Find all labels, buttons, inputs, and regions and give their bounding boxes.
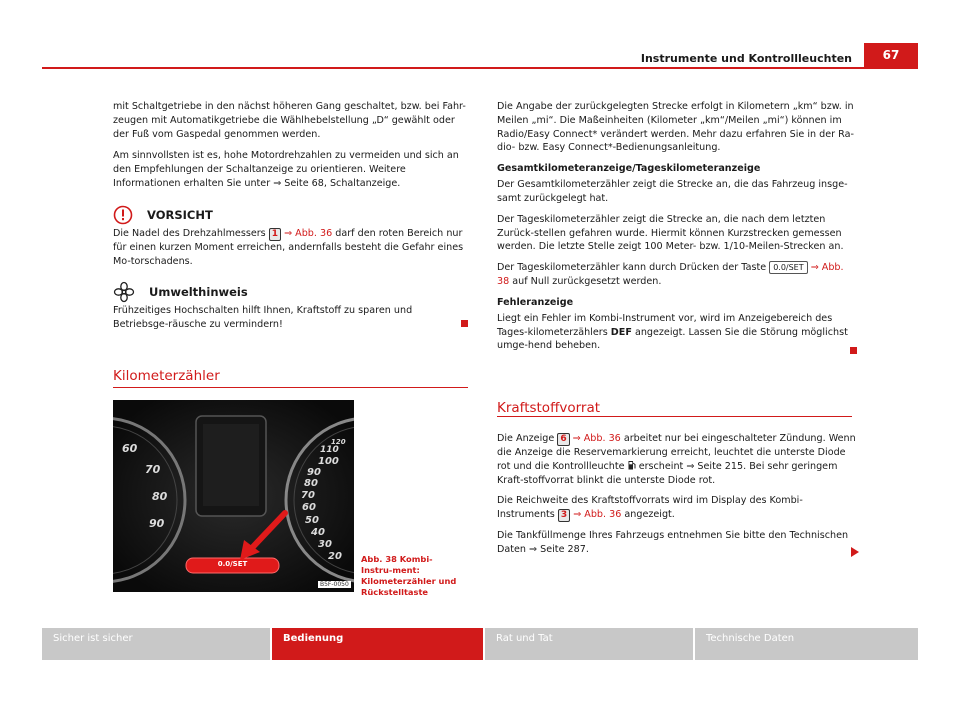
fuel-link-abb36-2[interactable]: ⇒ Abb. 36 [573, 509, 622, 521]
left-para-1: mit Schaltgetriebe in den nächst höheren Gang geschaltet, bzw. bei Fahr-zeugen mit Automatikgetriebe die Wählhebelstellung „D“ gewählt oder der Fuß vom Gaspedal genommen werden. [113, 101, 466, 140]
right-para-4: Der Tageskilometerzähler kann durch Drücken der Taste 0.0/SET ⇒ Abb. 38 auf Null zurückgesetzt werden. [497, 262, 844, 287]
page-number: 67 [864, 43, 918, 68]
right-gauge-label-110: 110 [320, 445, 339, 455]
section-rule-left [113, 387, 468, 388]
right-gauge-label-40: 40 [311, 527, 325, 538]
heading-fehleranzeige: Fehleranzeige [497, 296, 574, 308]
right-gauge-label-20: 20 [328, 551, 342, 562]
heading-gesamtkilometer: Gesamtkilometeranzeige/Tageskilometeranzeige [497, 163, 761, 175]
right-para-1: Die Angabe der zurückgelegten Strecke erfolgt in Kilometern „km“ bzw. in Meilen „mi“. Die Maßeinheiten (Kilometer „km“/Meilen „mi“) können im Radio/Easy Connect* verändert werden. Mehr dazu erfahren Sie in der Ra-dio- bzw. Easy Connect*-Bedienungsanleitung. [497, 101, 854, 154]
footer-tab-rat-und-tat[interactable]: Rat und Tat [485, 628, 693, 660]
fuel-link-abb36[interactable]: ⇒ Abb. 36 [572, 433, 621, 444]
right-para-5: Liegt ein Fehler im Kombi-Instrument vor, wird im Anzeigebereich des Tages-kilometerzählers DEF angezeigt. Lassen Sie die Störung möglichst umge-hend beheben. [497, 312, 848, 352]
right-gauge-label-100: 100 [318, 456, 339, 467]
figure-code: B5F-0050 [320, 581, 349, 588]
ref-number-3: 3 [558, 509, 570, 522]
caution-text: Die Nadel des Drehzahlmessers 1 ⇒ Abb. 36 darf den roten Bereich nur für einen kurzen Moment erreichen, andernfalls besteht die Gefahr eines Mo-torschadens. [113, 228, 464, 267]
fuel-para-2: Die Reichweite des Kraftstoffvorrats wird im Display des Kombi-Instruments 3 ⇒ Abb. 36 angezeigt. [497, 495, 803, 521]
figure-caption: Abb. 38 Kombi-Instru-ment: Kilometerzähler und Rückstelltaste [361, 554, 457, 597]
left-gauge-label-80: 80 [152, 490, 168, 503]
left-gauge-label-70: 70 [145, 463, 161, 476]
right-link-abb38[interactable]: ⇒ Abb. 38 [497, 262, 844, 287]
fuel-para-1: Die Anzeige 6 ⇒ Abb. 36 arbeitet nur bei eingeschalteter Zündung. Wenn die Anzeige die Reservemarkierung erreicht, leuchtet die unterste Diode rot und die Kontrollleuchte erscheint ⇒ Seite 215. Bei sehr geringem Kraft-stoffvorrat blinkt die unterste Diode rot. [497, 433, 856, 486]
environment-text: Frühzeitiges Hochschalten hilft Ihnen, Kraftstoff zu sparen und Betriebsge-räusche zu vermindern! [113, 305, 413, 330]
right-para-2: Der Gesamtkilometerzähler zeigt die Strecke an, die das Fahrzeug insge-samt zurückgelegt hat. [497, 179, 848, 204]
section-title-kilometerzaehler: Kilometerzähler [113, 368, 220, 384]
right-para-3: Der Tageskilometerzähler zeigt die Strecke an, die nach dem letzten Zurück-stellen gefahren wurde. Hiermit können Kurzstrecken gemessen werden. Die letzte Stelle zeigt 100 Meter- bzw. 1/10-Meilen-Strecken an. [497, 213, 844, 253]
reset-key-label: 0.0/SET [769, 261, 807, 274]
right-gauge-label-50: 50 [305, 515, 319, 526]
left-para-2: Am sinnvollsten ist es, hohe Motordrehzahlen zu vermeiden und sich an den Empfehlungen der Schaltanzeige zu orientieren. Weitere Informationen erhalten Sie unter ⇒ Seite 68, Schaltanzeige. [113, 150, 459, 189]
caution-block [113, 203, 468, 269]
right-gauge-label-70: 70 [301, 490, 315, 501]
right-column [497, 100, 857, 353]
ref-number-1: 1 [269, 228, 281, 241]
caution-icon [113, 205, 133, 225]
right-gauge-label-120: 120 [331, 438, 346, 446]
figure-instrument-cluster [113, 400, 354, 592]
caution-title: VORSICHT [147, 208, 213, 222]
environment-block [113, 280, 468, 332]
environment-title: Umwelthinweis [149, 285, 248, 299]
footer-tab-technische-daten[interactable]: Technische Daten [695, 628, 918, 660]
right-gauge-label-80: 80 [304, 478, 318, 489]
right-gauge-label-30: 30 [318, 539, 332, 550]
section-end-marker-right [850, 347, 857, 354]
header-rule [42, 67, 918, 69]
page-header-title: Instrumente und Kontrollleuchten [640, 52, 852, 65]
section-rule-right [497, 416, 852, 417]
set-button-label: 0.0/SET [217, 560, 248, 568]
section-end-marker [461, 320, 468, 327]
footer-tab-sicher[interactable]: Sicher ist sicher [42, 628, 270, 660]
right-gauge-label-90: 90 [307, 467, 321, 478]
right-gauge-label-60: 60 [302, 502, 316, 513]
footer-tab-bedienung[interactable]: Bedienung [272, 628, 483, 660]
section-title-kraftstoffvorrat: Kraftstoffvorrat [497, 400, 601, 416]
fuel-pump-icon [628, 460, 636, 470]
fuel-section [497, 432, 857, 557]
caution-link[interactable]: ⇒ Abb. 36 [284, 228, 333, 239]
flower-icon [113, 281, 135, 303]
fuel-para-3: Die Tankfüllmenge Ihres Fahrzeugs entnehmen Sie bitte den Technischen Daten ⇒ Seite 287. [497, 530, 849, 555]
left-gauge-label-60: 60 [122, 442, 138, 455]
left-column [113, 100, 468, 191]
left-gauge-label-90: 90 [149, 517, 165, 530]
continue-arrow-icon [851, 547, 859, 557]
ref-number-6: 6 [557, 433, 569, 446]
